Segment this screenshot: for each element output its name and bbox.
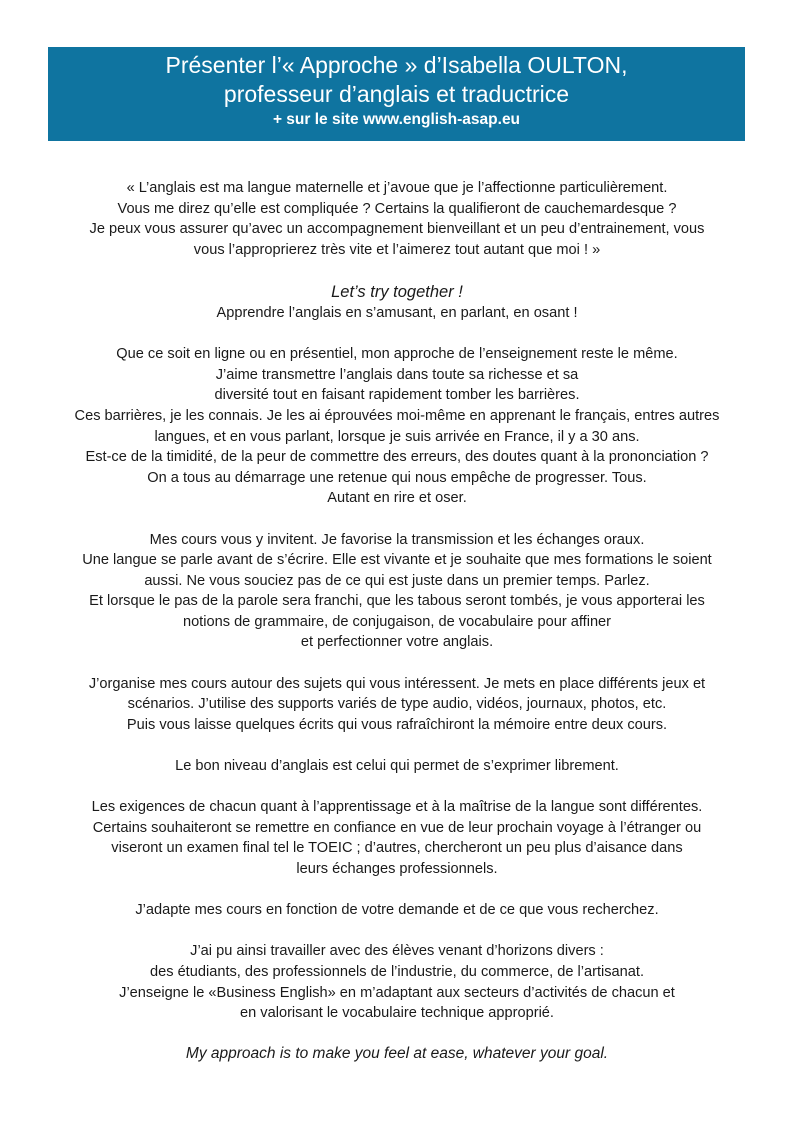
organise-paragraph: [20, 674, 774, 736]
page-title-line-1: Présenter l’« Approche » d’Isabella OULTON,: [165, 52, 628, 78]
quote-line: vous l’approprierez très vite et l’aimerez tout autant que moi ! »: [193, 241, 601, 258]
page-title-line-2: professeur d’anglais et traductrice: [223, 81, 570, 107]
paragraph-line: des étudiants, des professionnels de l’industrie, du commerce, de l’artisanat.: [149, 963, 645, 980]
paragraph-line: J’enseigne le «Business English» en m’adaptant aux secteurs d’activités de chacun et: [119, 984, 675, 1001]
paragraph-line: J’adapte mes cours en fonction de votre demande et de ce que vous recherchez.: [135, 902, 659, 919]
quote-line: « L’anglais est ma langue maternelle et j’avoue que je l’affectionne particulièrement.: [126, 180, 668, 196]
paragraph-line: viseront un examen final tel le TOEIC ; d’autres, chercheront un peu plus d’aisance dans: [111, 840, 683, 857]
level-paragraph: [20, 756, 774, 777]
paragraph-line: scénarios. J’utilise des supports variés de type audio, vidéos, journaux, photos, etc.: [127, 696, 667, 713]
motto-subtitle: Apprendre l’anglais en s’amusant, en parlant, en osant !: [216, 304, 578, 321]
paragraph-line: Le bon niveau d’anglais est celui qui permet de s’exprimer librement.: [175, 758, 619, 775]
website-subtitle: + sur le site www.english-asap.eu: [272, 111, 521, 128]
paragraph-line: notions de grammaire, de conjugaison, de vocabulaire pour affiner: [182, 613, 612, 630]
paragraph-line: Autant en rire et oser.: [327, 490, 467, 507]
body-content: [20, 178, 774, 1065]
paragraph-line: Et lorsque le pas de la parole sera franchi, que les tabous seront tombés, je vous apporterai les: [89, 593, 705, 610]
students-paragraph: [20, 941, 774, 1023]
courses-paragraph: [20, 530, 774, 654]
closing-statement: My approach is to make you feel at ease, whatever your goal.: [185, 1045, 609, 1063]
paragraph-line: diversité tout en faisant rapidement tomber les barrières.: [214, 387, 580, 404]
motto-title: Let’s try together !: [331, 282, 463, 301]
adapt-paragraph: [20, 900, 774, 921]
paragraph-line: Une langue se parle avant de s’écrire. Elle est vivante et je souhaite que mes formations le soient: [82, 552, 712, 569]
paragraph-line: Est-ce de la timidité, de la peur de commettre des erreurs, des doutes quant à la prononciation ?: [85, 449, 709, 466]
paragraph-line: langues, et en vous parlant, lorsque je suis arrivée en France, il y a 30 ans.: [154, 428, 640, 445]
paragraph-line: leurs échanges professionnels.: [296, 861, 498, 877]
paragraph-line: On a tous au démarrage une retenue qui nous empêche de progresser. Tous.: [147, 469, 647, 486]
approach-paragraph: [20, 344, 774, 509]
paragraph-line: aussi. Ne vous souciez pas de ce qui est juste dans un premier temps. Parlez.: [144, 572, 650, 589]
motto-block: [20, 281, 774, 324]
quote-line: Vous me direz qu’elle est compliquée ? Certains la qualifieront de cauchemardesque ?: [117, 200, 677, 217]
paragraph-line: Les exigences de chacun quant à l’apprentissage et à la maîtrise de la langue sont différentes.: [91, 799, 703, 816]
quote-line: Je peux vous assurer qu’avec un accompagnement bienveillant et un peu d’entrainement, vous: [89, 221, 705, 238]
intro-quote: [20, 178, 774, 260]
paragraph-line: J’organise mes cours autour des sujets qui vous intéressent. Je mets en place différents jeux et: [88, 675, 706, 692]
paragraph-line: et perfectionner votre anglais.: [300, 634, 494, 651]
paragraph-line: en valorisant le vocabulaire technique approprié.: [240, 1005, 554, 1022]
paragraph-line: Certains souhaiteront se remettre en confiance en vue de leur prochain voyage à l’étranger ou: [92, 819, 702, 836]
needs-paragraph: [20, 797, 774, 879]
paragraph-line: Mes cours vous y invitent. Je favorise la transmission et les échanges oraux.: [149, 531, 645, 548]
paragraph-line: Que ce soit en ligne ou en présentiel, mon approche de l’enseignement reste le même.: [116, 346, 678, 363]
paragraph-line: J’aime transmettre l’anglais dans toute sa richesse et sa: [215, 366, 579, 383]
paragraph-line: J’ai pu ainsi travailler avec des élèves venant d’horizons divers :: [190, 943, 604, 960]
header-banner: [48, 47, 745, 141]
paragraph-line: Ces barrières, je les connais. Je les ai éprouvées moi-même en apprenant le français, entres autres: [74, 407, 720, 424]
paragraph-line: Puis vous laisse quelques écrits qui vous rafraîchiront la mémoire entre deux cours.: [126, 716, 668, 733]
